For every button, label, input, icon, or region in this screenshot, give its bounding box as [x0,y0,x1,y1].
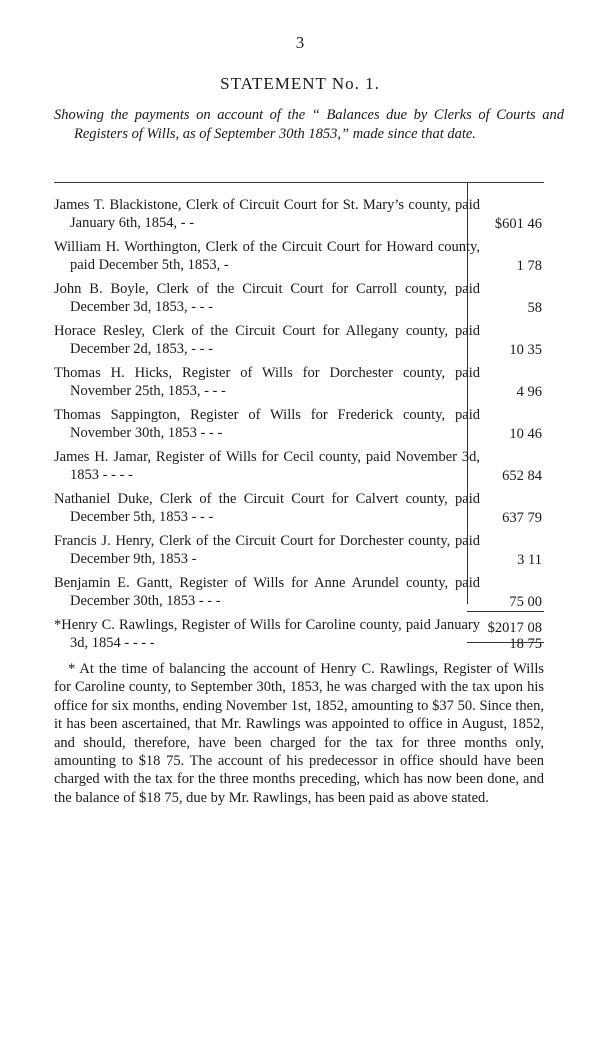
payment-description: *Henry C. Rawlings, Register of Wills for Caroline county, paid January 3d, 1854 - - - - [54,617,480,651]
statement-title: STATEMENT No. 1. [220,74,380,93]
payment-amount: 10 35 [509,342,542,358]
payment-description: James H. Jamar, Register of Wills for Cecil county, paid November 3d, 1853 - - - - [54,449,480,483]
payment-entry [54,322,544,364]
payment-amount: 4 96 [516,384,542,400]
payment-description: Horace Resley, Clerk of the Circuit Court for Allegany county, paid December 2d, 1853, - - - [54,323,480,357]
payment-description: James T. Blackistone, Clerk of Circuit Court for St. Mary’s county, paid January 6th, 1854, - - [54,197,480,231]
payment-amount: 652 84 [502,468,542,484]
payment-entry [54,196,544,238]
payment-entry [54,448,544,490]
payment-entry [54,532,544,574]
payment-description: Francis J. Henry, Clerk of the Circuit Court for Dorchester county, paid December 9th, 1853 - [54,533,480,567]
total-amount: $2017 08 [487,620,542,636]
payment-description: William H. Worthington, Clerk of the Circuit Court for Howard county, paid December 5th, 1853, - [54,239,480,273]
total-underline [467,642,544,643]
payment-entry [54,280,544,322]
payment-amount: 3 11 [517,552,542,568]
payment-amount: 18 75 [509,636,542,652]
payment-entry [54,574,544,616]
payment-amount: 637 79 [502,510,542,526]
payment-description: Thomas Sappington, Register of Wills for Frederick county, paid November 30th, 1853 - - - [54,407,480,441]
payment-entry [54,238,544,280]
payment-description: Benjamin E. Gantt, Register of Wills for Anne Arundel county, paid December 30th, 1853 - - - [54,575,480,609]
page-number: 3 [295,33,305,52]
payment-entry [54,406,544,448]
payments-list [54,196,544,658]
total-rule [467,611,544,612]
payment-entry [54,364,544,406]
footnote: * At the time of balancing the account of Henry C. Rawlings, Register of Wills for Caroline county, to September 30th, 1853, he was charged with the tax upon his office for six months, ending November 1st, 1852, amounting to $37 50. Since then, it has been ascertained, that Mr. Rawlings was appointed to office in August, 1852, and should, therefore, have been charged for the tax for three months only, amounting to $18 75. The account of his predecessor in office should have been charged with the tax for the three months preceding, which has now been done, and the balance of $18 75, due by Mr. Rawlings, has been paid as above stated. [54,661,544,806]
payment-description: Thomas H. Hicks, Register of Wills for Dorchester county, paid November 25th, 1853, - - - [54,365,480,399]
payment-amount: 1 78 [516,258,542,274]
top-rule [54,182,544,183]
payment-description: Nathaniel Duke, Clerk of the Circuit Court for Calvert county, paid December 5th, 1853 - - - [54,491,480,525]
payment-description: John B. Boyle, Clerk of the Circuit Court for Carroll county, paid December 3d, 1853, - - - [54,281,480,315]
payment-amount: $601 46 [494,216,542,232]
payment-amount: 75 00 [509,594,542,610]
payment-amount: 10 46 [509,426,542,442]
statement-subtitle: Showing the payments on account of the “ Balances due by Clerks of Courts and Registers of Wills, as of September 30th 1853,” made since that date. [54,107,564,142]
payment-entry [54,490,544,532]
payment-amount: 58 [527,300,542,316]
